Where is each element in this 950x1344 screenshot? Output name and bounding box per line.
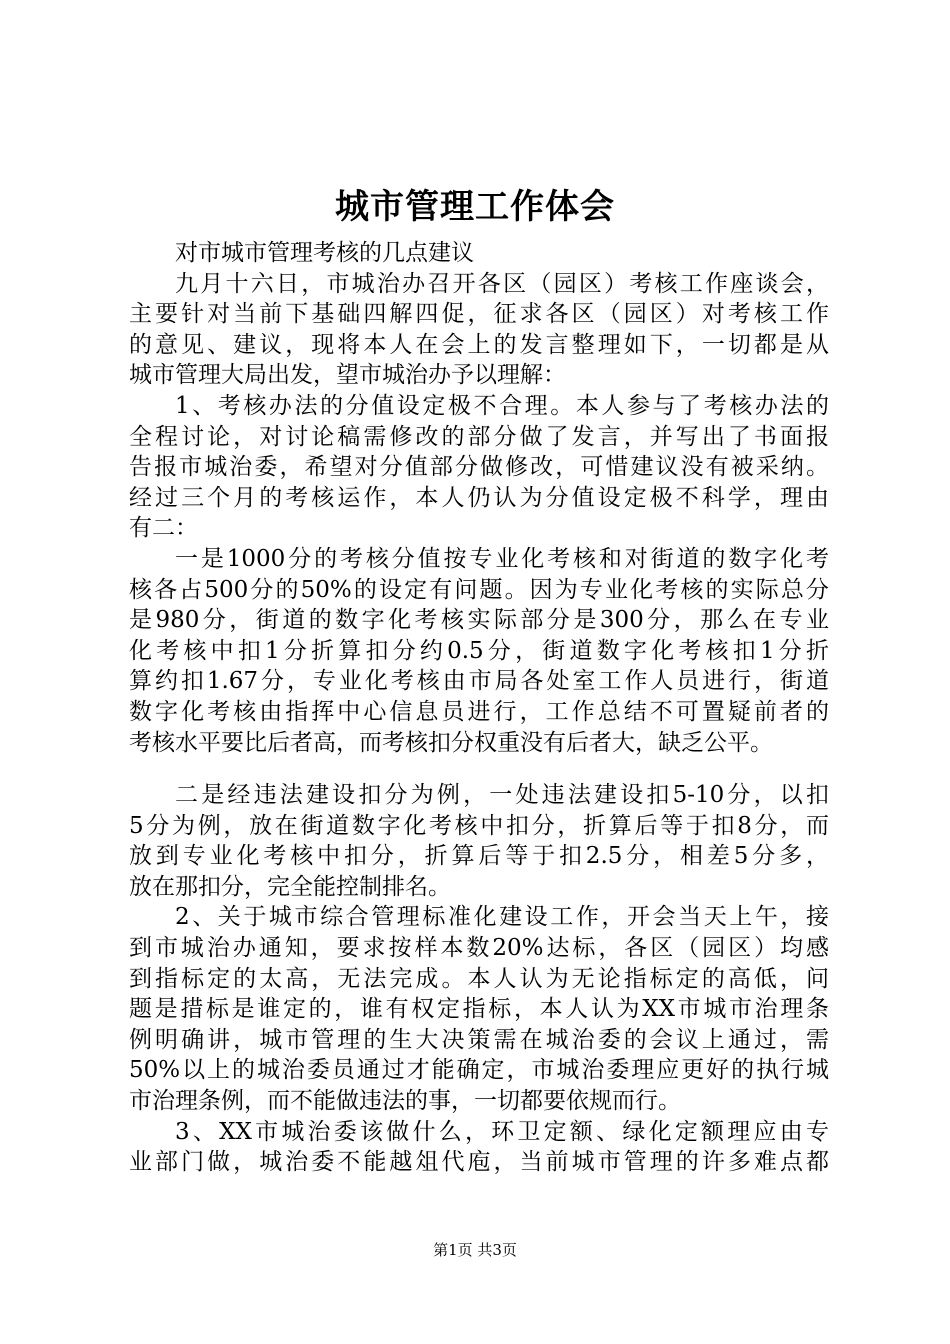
paragraph-line: 主要针对当前下基础四解四促，征求各区（园区）对考核工作 xyxy=(129,301,829,328)
paragraph-line: 的意见、建议，现将本人在会上的发言整理如下，一切都是从 xyxy=(129,331,829,358)
paragraph-line: 一是1000分的考核分值按专业化考核和对街道的数字化考 xyxy=(175,545,829,572)
paragraph-line: 到指标定的太高，无法完成。本人认为无论指标定的高低，问 xyxy=(129,965,829,992)
paragraph-line: 业部门做，城治委不能越俎代庖，当前城市管理的许多难点都 xyxy=(129,1149,829,1176)
paragraph-line: 数字化考核由指挥中心信息员进行，工作总结不可置疑前者的 xyxy=(129,698,829,725)
paragraph-line: 考核水平要比后者高，而考核扣分权重没有后者大，缺乏公平。 xyxy=(129,729,773,756)
paragraph-line: 化考核中扣1分折算扣分约0.5分，街道数字化考核扣1分折 xyxy=(129,637,829,664)
paragraph-line: 到市城治办通知，要求按样本数20%达标，各区（园区）均感 xyxy=(129,935,829,962)
paragraph-line: 经过三个月的考核运作，本人仍认为分值设定极不科学，理由 xyxy=(129,484,829,511)
paragraph-line: 题是措标是谁定的，谁有权定指标，本人认为XX市城市治理条 xyxy=(129,996,829,1023)
paragraph-line: 对市城市管理考核的几点建议 xyxy=(175,240,474,266)
document-title: 城市管理工作体会 xyxy=(335,187,615,227)
paragraph-line: 核各占500分的50%的设定有问题。因为专业化考核的实际总分 xyxy=(129,576,829,603)
paragraph-line: 算约扣1.67分，专业化考核由市局各处室工作人员进行，街道 xyxy=(129,668,829,695)
paragraph-line: 九月十六日，市城治办召开各区（园区）考核工作座谈会， xyxy=(175,270,829,297)
paragraph-line: 50%以上的城治委员通过才能确定，市城治委理应更好的执行城 xyxy=(129,1057,829,1084)
paragraph-line: 城市管理大局出发，望市城治办予以理解： xyxy=(129,362,566,389)
paragraph-line: 告报市城治委，希望对分值部分做修改，可惜建议没有被采纳。 xyxy=(129,454,829,481)
blank-line xyxy=(129,758,829,780)
paragraph-line: 是980分，街道的数字化考核实际部分是300分，那么在专业 xyxy=(129,607,829,634)
paragraph-line: 二是经违法建设扣分为例，一处违法建设扣5-10分，以扣 xyxy=(175,782,829,809)
document-body xyxy=(129,238,829,1178)
paragraph-line: 全程讨论，对讨论稿需修改的部分做了发言，并写出了书面报 xyxy=(129,423,829,450)
paragraph-line: 5分为例，放在街道数字化考核中扣分，折算后等于扣8分，而 xyxy=(129,812,829,839)
paragraph-line: 市治理条例，而不能做违法的事，一切都要依规而行。 xyxy=(129,1088,681,1115)
page-footer: 第1页 共3页 xyxy=(433,1241,517,1259)
paragraph-line: 例明确讲，城市管理的生大决策需在城治委的会议上通过，需 xyxy=(129,1026,829,1053)
paragraph-line: 3、XX市城治委该做什么，环卫定额、绿化定额理应由专 xyxy=(175,1118,829,1145)
paragraph-line: 2、关于城市综合管理标准化建设工作，开会当天上午，接 xyxy=(175,904,829,931)
paragraph-line: 放到专业化考核中扣分，折算后等于扣2.5分，相差5分多， xyxy=(129,843,829,870)
paragraph-line: 放在那扣分，完全能控制排名。 xyxy=(129,873,451,900)
paragraph-line: 1、考核办法的分值设定极不合理。本人参与了考核办法的 xyxy=(175,392,829,419)
paragraph-line: 有二： xyxy=(129,515,198,542)
